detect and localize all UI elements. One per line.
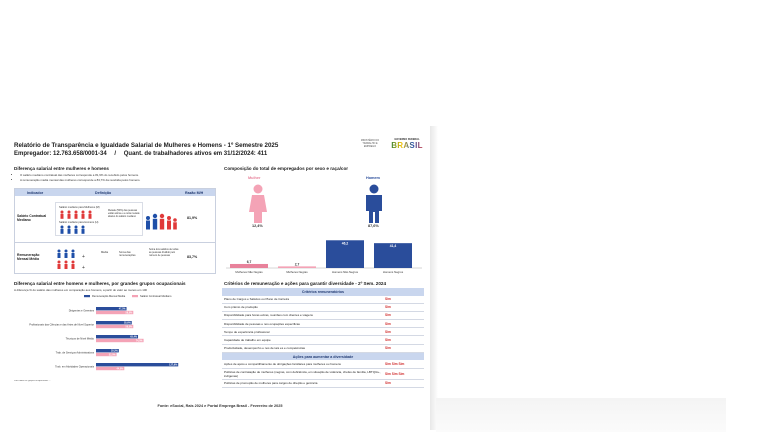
salary-row-median bbox=[15, 196, 216, 243]
bar-value-label: 35,5% bbox=[111, 349, 118, 353]
man-icon bbox=[363, 184, 385, 224]
source-footer: Fonte: eSocial, Rais 2024 e Portal Emprega Brasil - Fevereiro de 2025 bbox=[157, 404, 283, 408]
woman-icon bbox=[248, 184, 268, 224]
col-ratio: Razão M/H bbox=[185, 190, 204, 195]
criteria-row bbox=[222, 320, 424, 328]
woman-pct: 12,4% bbox=[252, 224, 263, 228]
criteria-label: Plano de Cargos e Salários ou Plano de Carreira bbox=[224, 297, 290, 302]
category-label: Trab. em Atividades Operacionais bbox=[55, 365, 94, 369]
salary-gap-heading: Diferença salarial entre mulheres e homens bbox=[14, 166, 109, 171]
criteria-label: Políticas de promoção de mulheres para cargos de direção e gerência bbox=[224, 381, 318, 386]
women-people-icons bbox=[58, 210, 106, 220]
criteria-value: Sim bbox=[385, 321, 391, 326]
col-indicator: Indicador bbox=[27, 190, 44, 195]
composition-chart bbox=[224, 232, 424, 276]
header-separator: / bbox=[114, 151, 117, 157]
criteria-row bbox=[222, 312, 424, 320]
criteria-label: Produtividade, desempenho e nos de tais es e competências bbox=[224, 346, 306, 351]
men-people-icons bbox=[58, 225, 106, 235]
bar-value-label: 32,0% bbox=[108, 353, 116, 357]
criteria-section-header: Critérios remuneratórios bbox=[222, 288, 424, 296]
bar-value-label: 74,0% bbox=[135, 339, 143, 343]
gov-logo bbox=[390, 138, 424, 156]
bar-value-label: 2,7 bbox=[294, 262, 300, 267]
criteria-row bbox=[222, 337, 424, 345]
bar-category-label: Homens Não Negros bbox=[331, 270, 359, 274]
legend-label: Salário Contratual Mediano bbox=[140, 295, 172, 299]
def-note: Metade (50%) das pessoas estão acima e a outra metade abaixo do salário mediano bbox=[108, 209, 140, 218]
category-label: Técnicos de Nível Médio bbox=[65, 337, 94, 341]
row-indicator: Remuneração Mensal Média bbox=[17, 253, 40, 261]
category-label: Trab. de Serviços Administrativos bbox=[55, 351, 94, 355]
salary-gap-table bbox=[14, 188, 216, 274]
salary-row-mean bbox=[15, 243, 216, 274]
median-people-icons bbox=[143, 202, 179, 236]
report-page bbox=[10, 128, 430, 428]
criteria-label: Com prêmio de produção bbox=[224, 305, 258, 310]
occupation-subtitle: A diferença % do salário das mulheres em comparação aos homens, a partir do valor ao menos em 100 bbox=[14, 288, 148, 292]
criteria-label: Disponibilidade para horas extras, reuniões com clientes e viagens bbox=[224, 313, 313, 318]
category-label: Dirigentes e Gerentes bbox=[68, 309, 94, 313]
man-pct: 87,6% bbox=[368, 224, 379, 228]
bar-value-label: 46,2 bbox=[341, 241, 349, 246]
def-women: Salário mediano para Mulheres (M) bbox=[59, 206, 100, 209]
criteria-row bbox=[222, 360, 424, 368]
bar-value-label: 65,4% bbox=[130, 335, 138, 339]
definition-box bbox=[55, 202, 143, 236]
category-label: Profissionais das Ciências e das Artes de Nível Superior bbox=[29, 323, 94, 327]
bottom-note: Para todos os grupos ocupacionais ... bbox=[14, 380, 51, 382]
bar-category-label: Mulheres Negras bbox=[286, 270, 308, 274]
criteria-row bbox=[222, 328, 424, 336]
bar-1 bbox=[230, 264, 268, 268]
man-label: Homem bbox=[366, 176, 380, 180]
legend-swatch bbox=[84, 295, 90, 297]
bar-value-label: 58,0% bbox=[125, 311, 133, 315]
criteria-label: Ações de apoio e compartilhamento de obrigações familiares para mulheres ou homens bbox=[224, 361, 341, 366]
salary-gap-bullets bbox=[20, 173, 140, 183]
ratio-mean: 83,7% bbox=[187, 255, 198, 259]
legend-swatch bbox=[132, 295, 138, 297]
criteria-value: Sim bbox=[385, 297, 391, 302]
criteria-value: Sim Sim Sim bbox=[385, 371, 405, 376]
employer-line bbox=[14, 151, 267, 157]
criteria-label: Disponibilidade de pessoas e nos ocupações específicas bbox=[224, 321, 300, 326]
gov-caption: GOVERNO FEDERAL bbox=[394, 138, 420, 141]
occupation-heading: Diferença salarial entre homens e mulheres, por grandes grupos ocupacionais bbox=[14, 281, 186, 286]
mean-people-icons bbox=[55, 248, 97, 272]
criteria-row bbox=[222, 296, 424, 304]
bar-2 bbox=[278, 266, 316, 268]
report-title: Relatório de Transparência e Igualdade Salarial de Mulheres e Homens - 1º Semestre 2025 bbox=[14, 142, 279, 149]
bar-value-label: 47,5% bbox=[118, 307, 126, 311]
col-definition: Definição bbox=[95, 190, 112, 195]
salary-bullet: • O salário mediano contratual das mulheres corresponde a 81,9% do recebido pelos homens. bbox=[20, 173, 140, 178]
svg-text:+: + bbox=[82, 265, 85, 271]
bar-value-label: 58,0% bbox=[125, 325, 133, 329]
criteria-row bbox=[222, 304, 424, 312]
bar-value-label: 55,6% bbox=[123, 321, 131, 325]
criteria-table bbox=[222, 288, 424, 400]
criteria-row bbox=[222, 369, 424, 380]
occupation-chart bbox=[14, 293, 216, 377]
ministry-caption: MINISTÉRIO DO TRABALHO E EMPREGO bbox=[360, 139, 380, 148]
svg-text:+: + bbox=[82, 254, 85, 260]
def-mean-note: Soma dos salários de todas as pessoas dividido pelo número de pessoas bbox=[149, 248, 179, 257]
page-shadow bbox=[430, 126, 438, 430]
criteria-value: Sim bbox=[385, 381, 391, 386]
diversity-section-header: Ações para aumentar a diversidade bbox=[222, 353, 424, 361]
criteria-label: Tempo de experiência profissional bbox=[224, 329, 270, 334]
page-shadow-bottom bbox=[436, 398, 726, 432]
brasil-wordmark: BRASIL bbox=[391, 141, 423, 150]
legend-label: Remuneração Mensal Média bbox=[92, 295, 126, 299]
row-indicator: Salário Contratual Mediano bbox=[17, 214, 47, 222]
criteria-value: Sim bbox=[385, 338, 391, 343]
criteria-row bbox=[222, 380, 424, 388]
def-mean-a: Média bbox=[101, 251, 109, 254]
criteria-value: Sim bbox=[385, 346, 391, 351]
criteria-label: Capacidade de trabalho em equipe bbox=[224, 338, 271, 343]
def-men: Salário mediano para Homens (H) bbox=[59, 221, 99, 224]
criteria-value: Sim bbox=[385, 313, 391, 318]
bar-value-label: 44,0% bbox=[116, 367, 124, 371]
woman-label: Mulher bbox=[248, 176, 261, 180]
bar-category-label: Homens Negros bbox=[382, 270, 404, 274]
salary-bullet: • A remuneração média mensal das mulheres corresponde a 83,7% da recebida pelos homens. bbox=[20, 178, 140, 183]
workers-count: Quant. de trabalhadores ativos em 31/12/2024: 411 bbox=[123, 151, 268, 157]
bar-value-label: 127,9% bbox=[169, 363, 178, 367]
criteria-value: Sim bbox=[385, 305, 391, 310]
def-mean-b: Soma das remunerações bbox=[119, 251, 136, 257]
employer-id: Empregador: 12.763.658/0001-34 bbox=[14, 151, 107, 157]
ratio-median: 81,9% bbox=[187, 216, 198, 220]
criteria-row bbox=[222, 345, 424, 353]
bar-value-label: 6,7 bbox=[246, 259, 252, 264]
bar-value-label: 41,4 bbox=[389, 244, 397, 249]
criteria-value: Sim Sim Sim bbox=[385, 361, 405, 366]
criteria-label: Políticas de contratação de mulheres (negras, com deficiência, em situação de violência, chefes de família, LBTQIA+, indígenas) bbox=[224, 369, 381, 378]
bar-category-label: Mulheres Não Negras bbox=[235, 270, 263, 274]
bar-mean bbox=[96, 363, 178, 366]
criteria-heading: Critérios de remuneração e ações para garantir diversidade - 2º Sem. 2024 bbox=[224, 281, 387, 286]
ministry-logo bbox=[356, 139, 384, 153]
criteria-value: Sim bbox=[385, 329, 391, 334]
composition-heading: Composição do total de empregados por sexo e raça/cor bbox=[224, 166, 349, 171]
salary-table-header bbox=[15, 189, 215, 196]
